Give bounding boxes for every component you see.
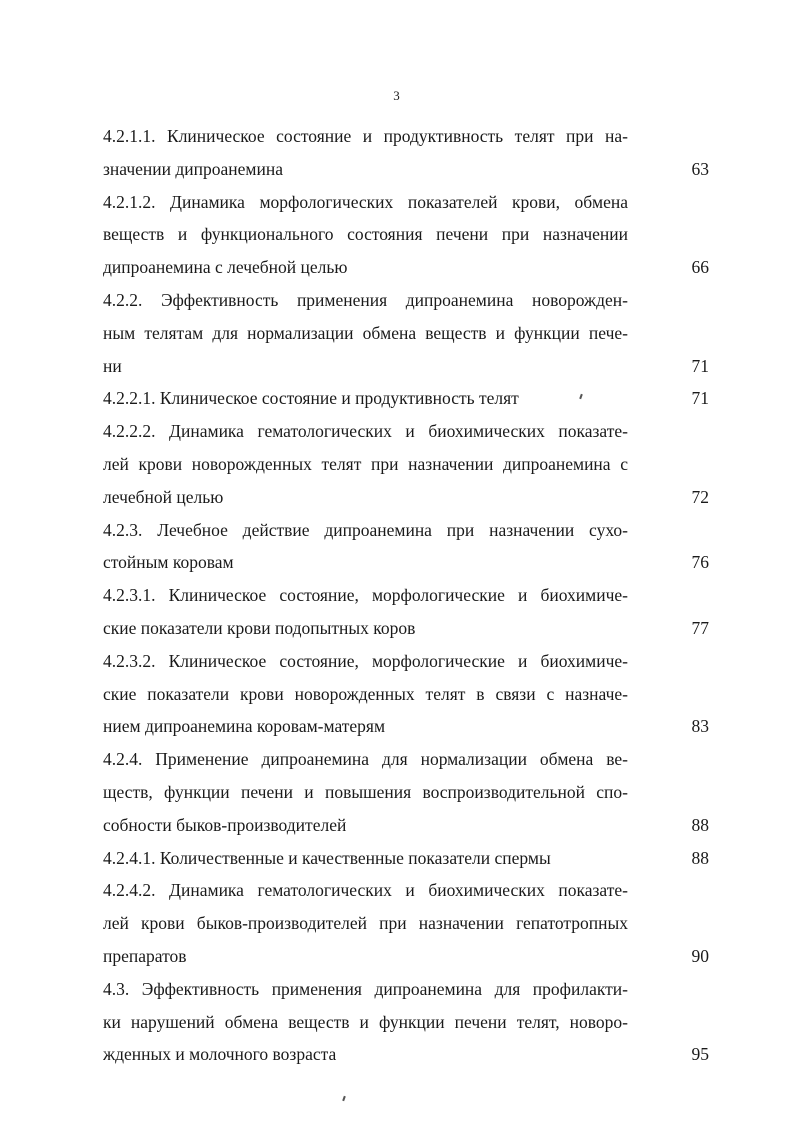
toc-page-number: 71	[691, 388, 709, 409]
toc-entry-line: лечебной целью	[103, 486, 224, 507]
toc-entry-line: ществ, функции печени и повышения воспроизводительной спо-	[103, 781, 628, 802]
toc-entry-line: собности быков-производителей	[103, 814, 347, 835]
toc-entry-line: 4.2.1.1. Клиническое состояние и продуктивность телят при на-	[103, 126, 628, 146]
toc-page-number: 83	[691, 716, 709, 737]
scan-speck	[342, 1096, 346, 1101]
toc-entry	[103, 514, 709, 580]
toc-entry-line: 4.2.1.2. Динамика морфологических показателей крови, обмена	[103, 191, 628, 212]
toc-page-number: 66	[691, 257, 709, 278]
toc-page-number: 95	[691, 1044, 709, 1065]
toc-entry	[103, 284, 709, 382]
toc-entry-line: ские показатели крови новорожденных телят в связи с назначе-	[103, 683, 628, 704]
toc-entry-line: 4.2.2. Эффективность применения дипроанемина новорожден-	[103, 289, 628, 310]
toc-entry	[103, 645, 709, 743]
toc-page-number: 88	[691, 814, 709, 835]
toc-entry	[103, 842, 709, 875]
toc-entry-line: 4.2.3. Лечебное действие дипроанемина при назначении сухо-	[103, 519, 628, 540]
toc-page-number: 63	[691, 158, 709, 179]
toc-entry-line: дипроанемина с лечебной целью	[103, 257, 348, 278]
toc-page-number: 77	[691, 617, 709, 638]
toc-entry	[103, 415, 709, 513]
toc-page-number: 72	[691, 486, 709, 507]
toc-entry-line: 4.2.3.2. Клиническое состояние, морфологические и биохимиче-	[103, 650, 628, 671]
toc-entry-line: лей крови быков-производителей при назначении гепатотропных	[103, 913, 628, 934]
toc-page-number: 76	[691, 552, 709, 573]
toc-entry	[103, 973, 709, 1071]
toc-entry-line: 4.2.4. Применение дипроанемина для нормализации обмена ве-	[103, 749, 628, 770]
table-of-contents	[103, 120, 709, 1071]
toc-entry-line: ни	[103, 355, 122, 376]
toc-entry-line: жденных и молочного возраста	[103, 1044, 337, 1065]
toc-entry-line: нием дипроанемина коровам-матерям	[103, 716, 386, 737]
toc-entry	[103, 186, 709, 284]
toc-entry-line: ские показатели крови подопытных коров	[103, 617, 416, 638]
toc-page-number: 90	[691, 945, 709, 966]
toc-entry-line: лей крови новорожденных телят при назначении дипроанемина с	[103, 453, 628, 474]
toc-entry-line: 4.3. Эффективность применения дипроанемина для профилакти-	[103, 978, 628, 999]
toc-entry-line: стойным коровам	[103, 552, 234, 573]
toc-entry-line: ным телятам для нормализации обмена веществ и функции пече-	[103, 322, 628, 343]
toc-entry-line: 4.2.4.1. Количественные и качественные показатели спермы	[103, 847, 551, 868]
toc-entry-line: препаратов	[103, 945, 187, 966]
toc-entry	[103, 120, 709, 186]
toc-entry-line: ки нарушений обмена веществ и функции печени телят, новоро-	[103, 1011, 628, 1032]
page-number: 3	[393, 88, 400, 103]
toc-entry-line: веществ и функционального состояния печени при назначении	[103, 224, 628, 245]
toc-entry-line: 4.2.2.1. Клиническое состояние и продуктивность телят	[103, 388, 519, 409]
toc-entry-line: 4.2.2.2. Динамика гематологических и биохимических показате-	[103, 421, 628, 442]
toc-entry	[103, 743, 709, 841]
toc-entry-line: значении дипроанемина	[103, 158, 283, 179]
toc-entry-line: 4.2.3.1. Клиническое состояние, морфологические и биохимиче-	[103, 585, 628, 606]
toc-entry-line: 4.2.4.2. Динамика гематологических и биохимических показате-	[103, 880, 628, 901]
toc-entry	[103, 874, 709, 972]
toc-entry	[103, 579, 709, 645]
toc-page-number: 88	[691, 847, 709, 868]
toc-entry	[103, 382, 709, 415]
toc-page-number: 71	[691, 355, 709, 376]
